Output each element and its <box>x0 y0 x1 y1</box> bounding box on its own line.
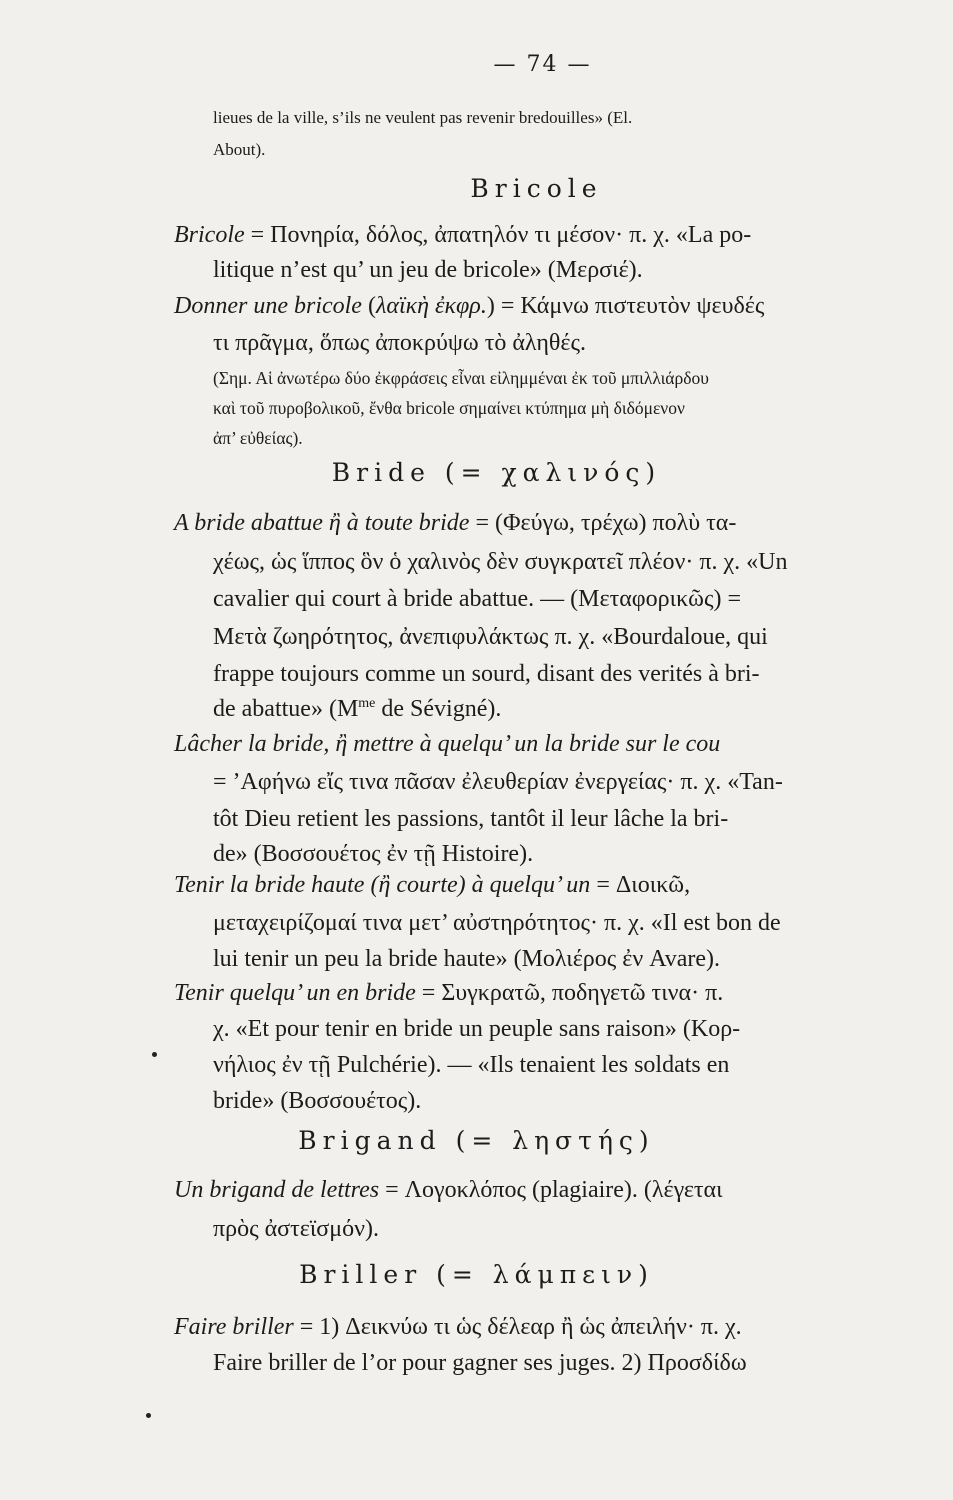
text-line: lui tenir un peu la bride haute» (Μολιέρος ἐν Avare). <box>213 946 721 972</box>
text-line: cavalier qui court à bride abattue. — (Μεταφορικῶς) = <box>213 586 742 612</box>
ink-speck <box>152 1052 157 1057</box>
text-line: frappe toujours comme un sourd, disant des verités à bri- <box>213 661 760 687</box>
entry-heading-briller: Briller (= λάμπειν) <box>299 1260 654 1289</box>
text-line: Μετὰ ζωηρότητος, ἀνεπιφυλάκτως π. χ. «Bourdaloue, qui <box>213 624 768 650</box>
text-line: Faire briller de l’or pour gagner ses juges. 2) Προσδίδω <box>213 1350 747 1376</box>
text-line: de» (Βοσσουέτος ἐν τῇ Histoire). <box>213 841 534 867</box>
text-line: Bricole = Πονηρία, δόλος, ἀπατηλόν τι μέσον· π. χ. «La po- <box>174 222 752 248</box>
text-line: Lâcher la bride, ἢ mettre à quelqu’ un la bride sur le cou <box>174 731 721 757</box>
text-line: tôt Dieu retient les passions, tantôt il leur lâche la bri- <box>213 806 729 832</box>
entry-heading-brigand: Brigand (= ληστής) <box>298 1126 655 1155</box>
text-line: νήλιος ἐν τῇ Pulchérie). — «Ils tenaient les soldats en <box>213 1052 730 1078</box>
entry-heading-bride: Bride (= χαλινός) <box>331 458 662 487</box>
note-line: (Σημ. Αἱ ἀνωτέρω δύο ἐκφράσεις εἶναι εἰλημμέναι ἐκ τοῦ μπιλλιάρδου <box>213 368 709 388</box>
text-line: πρὸς ἀστεϊσμόν). <box>213 1216 379 1242</box>
text-line: litique n’est qu’ un jeu de bricole» (Μερσιέ). <box>213 257 643 283</box>
text-line: bride» (Βοσσουέτος). <box>213 1088 422 1114</box>
page-number: — 74 — <box>493 52 592 77</box>
text-line: τι πρᾶγμα, ὅπως ἀποκρύψω τὸ ἀληθές. <box>213 330 586 356</box>
text-line: Tenir la bride haute (ἢ courte) à quelqu’ un = Διοικῶ, <box>174 872 691 898</box>
text-line: A bride abattue ἢ à toute bride = (Φεύγω, τρέχω) πολὺ τα- <box>174 510 737 536</box>
ink-speck <box>146 1413 151 1418</box>
text-line: About). <box>213 140 266 159</box>
text-line: Faire briller = 1) Δεικνύω τι ὡς δέλεαρ ἢ ὡς ἀπειλήν· π. χ. <box>174 1314 742 1340</box>
text-line: χ. «Et pour tenir en bride un peuple sans raison» (Κορ- <box>213 1016 741 1042</box>
note-line: ἀπ’ εὐθείας). <box>213 428 303 448</box>
text-line: Un brigand de lettres = Λογοκλόπος (plagiaire). (λέγεται <box>174 1177 723 1203</box>
text-line: lieues de la ville, s’ils ne veulent pas revenir bredouilles» (El. <box>213 108 633 127</box>
text-line: de abattue» ($M^{me}$ de Sévigné). <box>213 696 502 722</box>
note-line: καὶ τοῦ πυροβολικοῦ, ἔνθα bricole σημαίνει κτύπημα μὴ διδόμενον <box>213 398 685 418</box>
text-line: = ’Αφήνω εἴς τινα πᾶσαν ἐλευθερίαν ἐνεργείας· π. χ. «Tan- <box>213 769 783 795</box>
entry-heading-bricole: Bricole <box>470 174 603 203</box>
text-line: μεταχειρίζομαί τινα μετ’ αὐστηρότητος· π. χ. «Il est bon de <box>213 910 781 936</box>
text-line: Tenir quelqu’ un en bride = Συγκρατῶ, ποδηγετῶ τινα· π. <box>174 980 724 1006</box>
text-line: Donner une bricole (λαϊκὴ ἐκφρ.) = Κάμνω πιστευτὸν ψευδές <box>174 293 765 319</box>
text-line: χέως, ὡς ἵππος ὃν ὁ χαλινὸς δὲν συγκρατεῖ πλέον· π. χ. «Un <box>213 549 788 575</box>
